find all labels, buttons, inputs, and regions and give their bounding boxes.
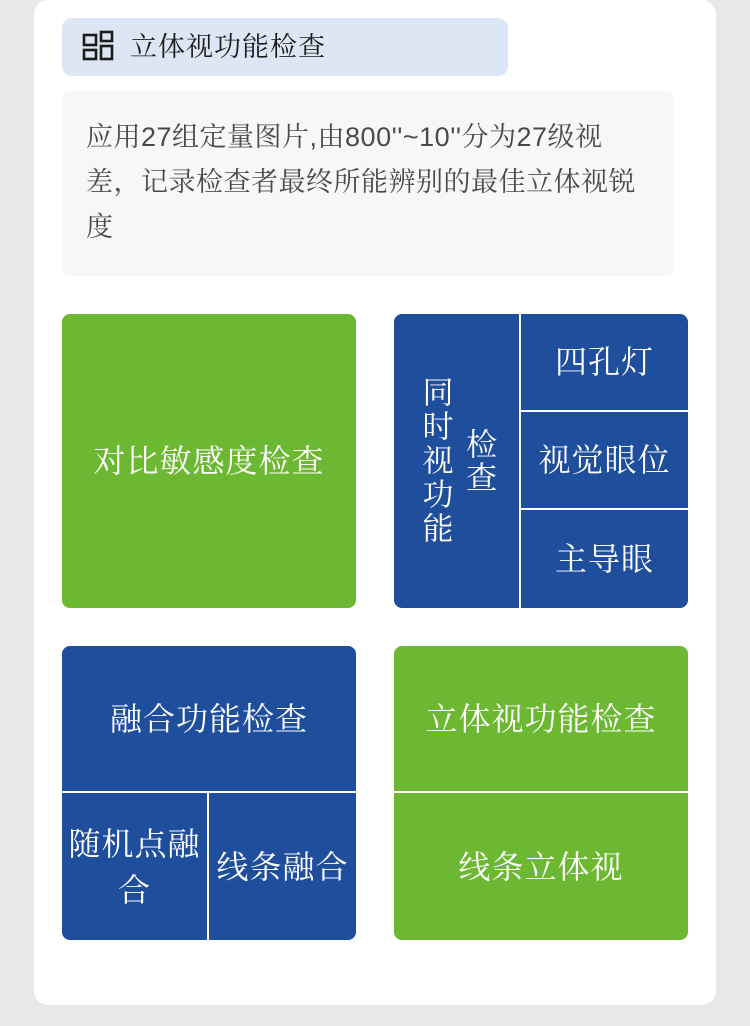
block-items-pane (521, 314, 688, 608)
item-label: 视觉眼位 (538, 442, 671, 478)
section-header (62, 18, 508, 76)
item-label: 主导眼 (554, 541, 654, 577)
bottom-spacer (62, 940, 688, 980)
list-item[interactable] (521, 412, 688, 510)
function-grid (62, 314, 688, 940)
block-fusion-function[interactable] (62, 646, 356, 940)
block-title-pane (62, 646, 356, 793)
block-title: 融合功能检查 (109, 700, 308, 737)
item-label: 四孔灯 (554, 344, 654, 380)
block-title-pane (394, 646, 688, 793)
list-item[interactable] (394, 793, 688, 940)
block-stereo-vision[interactable] (394, 646, 688, 940)
item-label: 随机点融合 (68, 825, 201, 908)
list-item[interactable] (62, 793, 209, 940)
list-item[interactable] (209, 793, 356, 940)
block-contrast-sensitivity[interactable] (62, 314, 356, 608)
item-label: 线条立体视 (458, 848, 624, 885)
block-title: 立体视功能检查 (425, 700, 657, 737)
page-title: 立体视功能检查 (130, 31, 326, 62)
description-text: 应用27组定量图片,由800''~10''分为27级视差，记录检查者最终所能辨别的最佳立体视锐度 (86, 122, 636, 242)
list-item[interactable] (521, 314, 688, 412)
grid-blocks-icon (82, 30, 116, 64)
block-items-pane (62, 793, 356, 940)
block-title-line1: 同时视功能 (417, 376, 453, 546)
block-title-pane (394, 314, 521, 608)
block-title-line2: 检查 (461, 428, 497, 494)
block-title: 对比敏感度检查 (93, 443, 325, 479)
content-card (34, 0, 716, 1005)
item-label: 线条融合 (216, 848, 349, 885)
block-simultaneous-vision[interactable] (394, 314, 688, 608)
description-box (62, 91, 674, 276)
list-item[interactable] (521, 510, 688, 608)
